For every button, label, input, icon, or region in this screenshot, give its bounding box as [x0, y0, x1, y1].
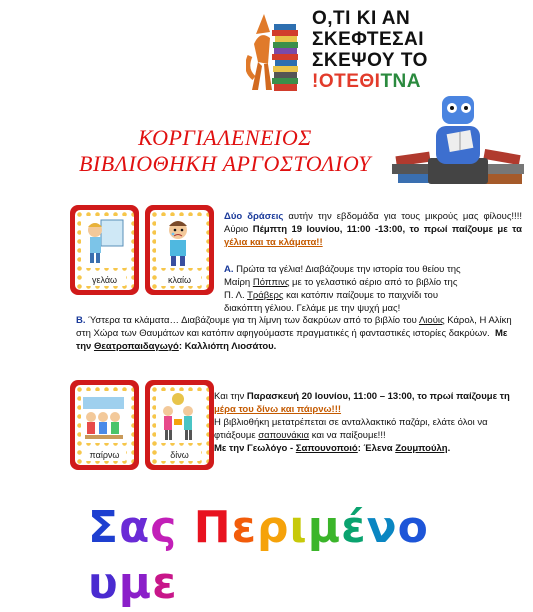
card-pairno-picture [81, 391, 128, 443]
card-klaio-inner [150, 210, 209, 290]
part-a-text-3: και κατόπιν παίζουμε το παιχνίδι του διακόπτη γέλιου. Γελάμε με την ψυχή μας! [224, 290, 439, 314]
part-a-poppins: Πόππινς [252, 277, 290, 288]
event-2-date-line [214, 390, 520, 416]
fox-reading-books-icon [246, 4, 316, 96]
logo-line-3: ΣΚΕΨΟΥ ΤΟ [312, 50, 428, 71]
part-b-label: Β. [76, 315, 86, 326]
banner-letter: ε [231, 502, 258, 553]
event-1-theme: γέλια και τα κλάματα!! [224, 237, 323, 248]
banner-letter: έ [341, 502, 367, 553]
event-2-soaps: σαπουνάκια [258, 430, 310, 441]
part-a-text-1: Πρώτα τα γέλια! Διαβάζουμε την ιστορία του θείου της Μαίρη [224, 264, 461, 288]
card-gelao-label: γελάω [83, 274, 126, 286]
event-2-host-role: Σαπουνοποιό [295, 443, 358, 454]
event-2-desc-end: και να παίξουμε!!! [309, 430, 386, 441]
event-2-host-end: . [447, 443, 451, 454]
taking-children-icon [81, 391, 126, 443]
event-1-date: Πέμπτη 19 Ιουνίου, 11:00 -13:00, το πρωί παίζουμε με τα [252, 224, 522, 235]
logo-line-4a: !ΟΤΕΘΙ [312, 71, 381, 92]
part-b-text-2: Κάρολ, Η Αλίκη στη Χώρα των Θαυμάτων και κατόπιν αφηγούμαστε πραγματικές ή φανταστικές ιστορίες δακρύων. [76, 315, 512, 339]
event-2-details [214, 390, 520, 455]
event-2-play: το πρωί παίζουμε τη [414, 391, 510, 402]
event-2-intro: Και την [214, 391, 247, 402]
library-title-line-1: ΚΟΡΓΙΑΛΕΝΕΙΟΣ [138, 125, 312, 150]
event-2-theme: μέρα του δίνω και πάιρνω!!! [214, 404, 342, 415]
card-dino-picture [156, 391, 203, 443]
banner-letter: Σ [88, 502, 120, 553]
event-logo [240, 0, 530, 100]
crying-child-icon [156, 216, 201, 268]
laughing-child-icon [81, 216, 126, 268]
giving-children-icon [156, 391, 201, 443]
banner-letter: ο [397, 502, 429, 553]
banner-letter [177, 500, 193, 556]
card-pairno-inner [75, 385, 134, 465]
banner-letter: μ [118, 558, 153, 609]
part-a-label: Α. [224, 264, 234, 275]
event-2-host-last: Ζουμπούλη [395, 443, 448, 454]
card-klaio-picture [156, 216, 203, 268]
logo-line-2: ΣΚΕΦΤΕΣΑΙ [312, 29, 425, 50]
we-await-you-banner [88, 500, 448, 609]
card-dino-inner [150, 385, 209, 465]
card-dino [145, 380, 214, 470]
robot-reading-books-icon [388, 92, 528, 188]
banner-letter: ς [150, 502, 178, 553]
event-2-desc-text: Η βιβλιοθήκη μετατρέπεται σε ανταλλακτικό παζάρι, ελάτε όλοι να φτιάξουμε [214, 417, 488, 441]
banner-letter: α [119, 502, 151, 553]
part-b-with: Με την [76, 328, 508, 352]
card-klaio-label: κλαίω [158, 274, 201, 286]
library-title [70, 125, 380, 177]
card-dino-label: δίνω [158, 449, 201, 461]
part-a-text-2: με το γελαστικό αέριο από το βιβλίο της Π. Λ. [224, 277, 458, 301]
banner-letter: υ [88, 558, 119, 609]
part-b-host-name: : Καλλιόπη Λιοσάτου. [178, 341, 277, 352]
event-2-host-with: Με την Γεωλόγο - [214, 443, 296, 454]
part-b-lewis: Λιούις [418, 315, 445, 326]
card-klaio [145, 205, 214, 295]
event-1-intro-text: αυτήν την εβδομάδα για τους μικρούς μας φίλους!!!! Αύριο [224, 211, 522, 235]
event-1-part-b [76, 314, 522, 353]
event-2-host [214, 442, 520, 455]
card-pairno-label: παίρνω [83, 449, 126, 461]
banner-letter: ρ [257, 502, 290, 553]
event-1-two-actions: Δύο δράσεις [224, 211, 284, 222]
part-a-travers: Τράβερς [247, 290, 284, 301]
card-pairno [70, 380, 139, 470]
part-b-text-1: Ύστερα τα κλάματα… Διαβάζουμε για τη λίμνη των δακρύων από το βιβλίο του [85, 315, 419, 326]
logo-line-4b: ΤΝΑ [380, 71, 422, 92]
logo-line-4 [312, 71, 428, 92]
logo-line-1: Ο,ΤΙ ΚΙ ΑΝ [312, 8, 411, 29]
banner-letter: ε [152, 558, 178, 609]
banner-letter: Π [193, 502, 232, 553]
card-gelao [70, 205, 139, 295]
event-1-intro [224, 210, 522, 249]
part-b-role: Θεατροπαιδαγωγό [93, 341, 179, 352]
logo-slogan [312, 8, 428, 92]
banner-letter: μ [307, 502, 342, 553]
card-gelao-inner [75, 210, 134, 290]
banner-letter: ι [289, 502, 308, 553]
event-2-date: Παρασκευή 20 Ιουνίου, 11:00 – 13:00, [246, 391, 415, 402]
event-2-host-first: : Έλενα [357, 443, 396, 454]
library-title-line-2: ΒΙΒΛΙΟΘΗΚΗ ΑΡΓΟΣΤΟΛΙΟΥ [78, 151, 372, 176]
event-1-part-a [224, 263, 464, 315]
event-2-description [214, 416, 520, 442]
card-gelao-picture [81, 216, 128, 268]
banner-letter: ν [366, 502, 398, 553]
